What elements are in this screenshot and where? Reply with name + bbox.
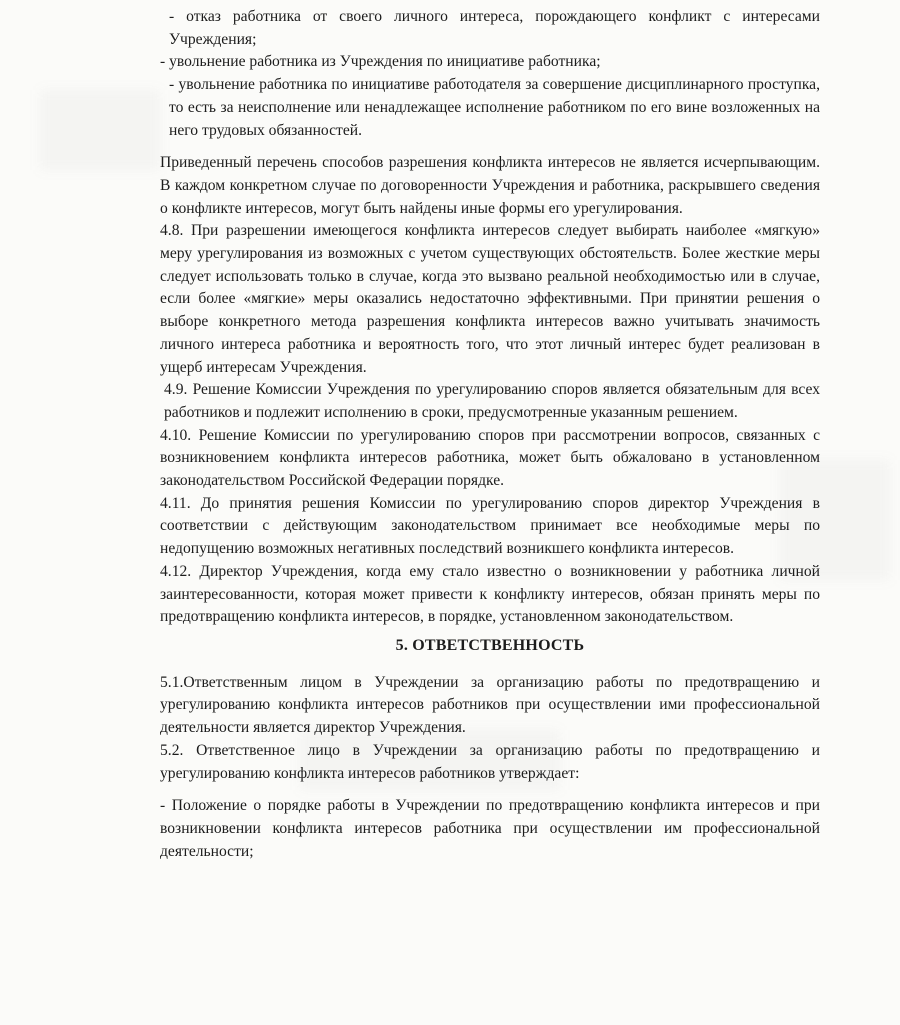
paragraph-4-12: 4.12. Директор Учреждения, когда ему стало известно о возникновении у работника личной заинтересованности, которая может привести к конфликту интересов, обязан принять меры по предотвращению конфликта интересов, в порядке, установленном законодательством. bbox=[160, 562, 820, 626]
document-page bbox=[160, 6, 820, 863]
paragraph-4-8: 4.8. При разрешении имеющегося конфликта интересов следует выбирать наиболее «мягкую» меру урегулирования из возможных с учетом существующих обстоятельств. Более жесткие меры следует использовать только в случае, когда это вызвано реальной необходимостью или в случае, если более «мягкие» меры оказались недостаточно эффективными. При принятии решения о выборе конкретного метода разрешения конфликта интересов важно учитывать значимость личного интереса работника и вероятность того, что этот личный интерес будет реализован в ущерб интересам Учреждения. bbox=[160, 222, 820, 376]
section-5-heading: 5. ОТВЕТСТВЕННОСТЬ bbox=[395, 636, 585, 654]
list-item-refusal: - отказ работника от своего личного интереса, порождающего конфликт с интересами Учреждения; bbox=[169, 8, 820, 48]
paragraph-4-10: 4.10. Решение Комиссии по урегулированию споров при рассмотрении вопросов, связанных с возникновением конфликта интересов работника, может быть обжаловано в установленном законодательством Российской Федерации порядке. bbox=[160, 426, 820, 490]
paragraph-5-2: 5.2. Ответственное лицо в Учреждении за организацию работы по предотвращению и урегулированию конфликта интересов работников утверждает: bbox=[160, 741, 820, 782]
paragraph-5-2-item: - Положение о порядке работы в Учреждении по предотвращению конфликта интересов и при возникновении конфликта интересов работника при осуществлении им профессиональной деятельности; bbox=[160, 797, 820, 860]
list-item-dismissal: - увольнение работника по инициативе работодателя за совершение дисциплинарного проступка, то есть за неисполнение или ненадлежащее исполнение работником по его вине возложенных на него трудовых обязанностей. bbox=[169, 76, 820, 139]
paragraph-list-note: Приведенный перечень способов разрешения конфликта интересов не является исчерпывающим. В каждом конкретном случае по договоренности Учреждения и работника, раскрывшего сведения о конфликте интересов, могут быть найдены иные формы его урегулирования. bbox=[160, 154, 820, 217]
paragraph-4-9: 4.9. Решение Комиссии Учреждения по урегулированию споров является обязательным для всех работников и подлежит исполнению в сроки, предусмотренные указанным решением. bbox=[164, 381, 820, 421]
list-item-resignation: - увольнение работника из Учреждения по инициативе работника; bbox=[160, 53, 601, 71]
paragraph-4-11: 4.11. До принятия решения Комиссии по урегулированию споров директор Учреждения в соответствии с действующим законодательством принимает все необходимые меры по недопущению возможных негативных последствий возникшего конфликта интересов. bbox=[160, 494, 820, 558]
paragraph-5-1: 5.1.Ответственным лицом в Учреждении за организацию работы по предотвращению и урегулированию конфликта интересов работников при осуществлении ими профессиональной деятельности является директор Учреждения. bbox=[160, 673, 820, 737]
